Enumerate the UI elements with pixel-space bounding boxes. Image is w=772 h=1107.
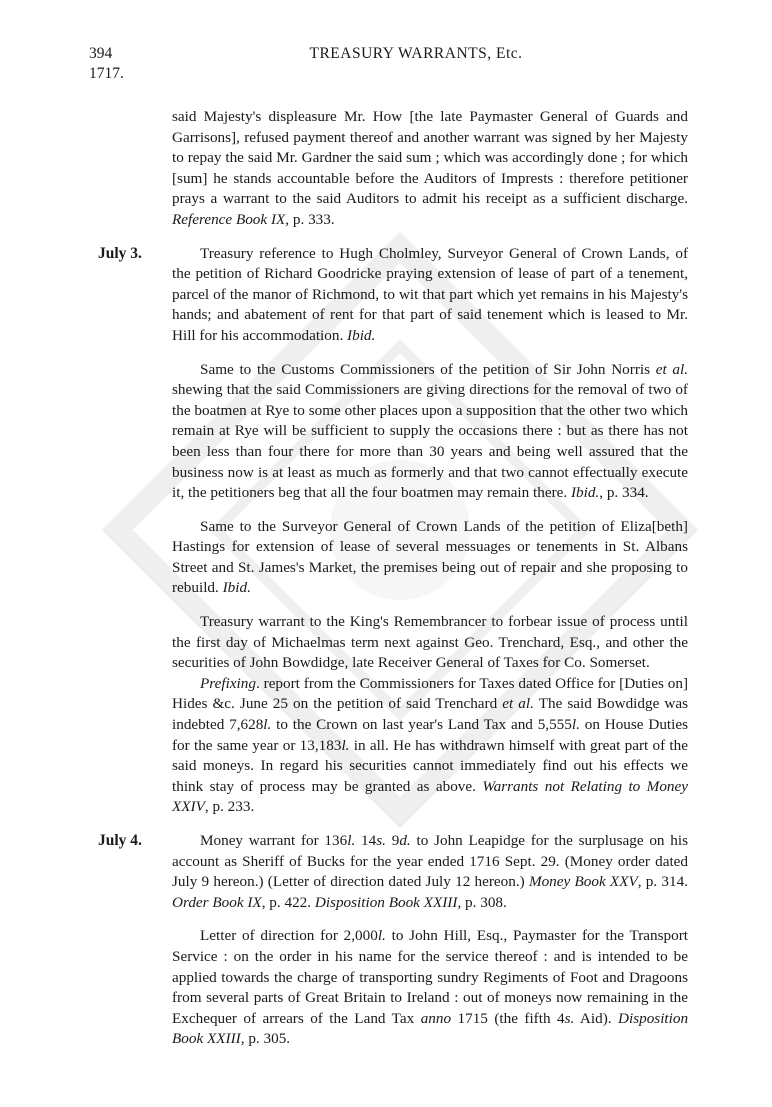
entry-text: Money warrant for 136 [200, 832, 348, 849]
entry-text: The said Bowdidge was indebted 7,628 [172, 695, 689, 734]
entry-text: 1715 (the fifth 4 [457, 1009, 565, 1027]
pound-abbrev: l. [263, 716, 272, 734]
entry-text: to John Hill, Esq., Paymaster for the Transport Service : on the order in his name for the service thereof : and is intended to be applied towards the charge of transporting sundry Regiments of Foot and Dragoons from several parts of Great Britain to Ireland : out of moneys now remaining in the Exchequer of arrears of the Land Tax [172, 927, 688, 1027]
page-number: 394 [89, 45, 113, 62]
entry-reference-page: , p. 305. [240, 1030, 291, 1048]
entry-text: 14 [361, 832, 377, 849]
pound-abbrev: l. [377, 927, 386, 945]
entry-text: Same to the Customs Commissioners of the petition of Sir John Norris [200, 360, 651, 378]
entry-hastings-petition [172, 517, 688, 599]
entry-text: Aid). [579, 1009, 612, 1027]
entry-text: to John Leapidge for the surplusage on his account as Sheriff of Bucks for the year ended 1716 Sept. 29. (Money order dated July 9 hereon.) (Letter of direction dated July 12 hereon.) [172, 832, 689, 891]
pound-abbrev: l. [347, 832, 356, 849]
entry-date: July 4. [98, 832, 142, 849]
entry-text: . report from the Commissioners for Taxes dated Office for [Duties on] Hides &c. June 25 on the petition of said Trenchard [172, 674, 688, 713]
entry-text: Treasury reference to Hugh Cholmley, Surveyor General of Crown Lands, of the petition of Richard Goodricke praying extension of lease of part of a tenement, parcel of the manor of Richmond, to wit that part which yet remains in his Majesty's hands; and abatement of rent for that part of said tenement which is leased to Mr. Hill for his accommodation. [172, 244, 688, 344]
shilling-abbrev: s. [564, 1009, 575, 1027]
entry-date: July 3. [98, 244, 142, 262]
entry-reference: Ibid. [222, 579, 251, 597]
shilling-abbrev: s. [376, 832, 386, 849]
entry-prefixing-report [172, 674, 688, 818]
entry-reference: Ibid. [570, 484, 600, 502]
entry-text: Same to the Surveyor General of Crown Lands of the petition of Eliza[beth] Hastings for extension of lease of several messuages or tenements in St. Albans Street and St. James's Market, the premises being out of repair and she proposing to rebuild. [172, 517, 688, 597]
entry-leapidge-warrant [98, 831, 689, 913]
running-title: TREASURY WARRANTS, Etc. [309, 45, 523, 62]
entry-text: shewing that the said Commissioners are giving directions for the removal of two of the boatmen at Rye to some other places upon a supposition that the other two which remain at Rye will be sufficient to supply the occasions there : but as there has not been less than four there for more than 30 years and being well assured that the business now is at least as much as formerly and that two cannot effectually execute it, the petitioners beg that all the four boatmen may remain there. [172, 381, 688, 502]
entry-text: on House Duties for the same year or 13,183 [172, 716, 689, 754]
entry-reference: Ibid. [347, 326, 376, 344]
entry-reference: Warrants not Relating to Money XXIV [172, 777, 689, 816]
entry-continuation [172, 107, 688, 231]
entry-text: Treasury warrant to the King's Remembrancer to forbear issue of process until the first day of Michaelmas term next against Geo. Trenchard, Esq., and other the securities of John Bowdidge, late Receiver General of Taxes for Co. Somerset. [172, 613, 688, 672]
entry-text: to the Crown on last year's Land Tax and 5,555 [276, 716, 572, 734]
entry-reference-page: , p. 233. [204, 798, 255, 816]
entry-reference-page: , p. 333. [285, 210, 335, 228]
entry-text: in all. He has withdrawn himself with great part of the said moneys. In regard his securities cannot immediately find out his effects we think stay of process may be granted as above. [172, 736, 688, 795]
entry-text-italic: et al. [655, 360, 688, 378]
entry-text-italic: et al. [502, 695, 534, 713]
pound-abbrev: l. [571, 716, 580, 734]
entry-reference: Disposition Book XXIII [172, 1009, 689, 1048]
entry-text-italic: anno [420, 1009, 452, 1027]
entry-remembrancer-warrant [172, 612, 688, 674]
entry-reference: Reference Book IX [172, 210, 286, 228]
entry-reference-page: , p. 422. [261, 893, 312, 911]
entry-reference: Disposition Book XXIII [314, 893, 458, 911]
entry-reference-page: , p. 308. [457, 893, 507, 911]
pence-abbrev: d. [399, 832, 411, 849]
entry-customs-petition [172, 360, 688, 504]
entry-reference-page: , p. 334. [599, 484, 649, 502]
entry-prefix: Prefixing [200, 674, 256, 692]
entry-text: 9 [391, 832, 400, 849]
entry-reference: Money Book XXV [528, 873, 638, 891]
entry-hill-direction [172, 926, 688, 1050]
pound-abbrev: l. [341, 736, 350, 754]
entry-text: said Majesty's displeasure Mr. How [the late Paymaster General of Guards and Garrisons], refused payment thereof and another warrant was signed by her Majesty to repay the said Mr. Gardner the said sum ; which was accordingly done ; for which [sum] he stands accountable before the Auditors of Imprests : therefore petitioner prays a warrant to the said Auditors to admit his receipt as a sufficient discharge. [172, 108, 688, 208]
entry-reference: Order Book IX [172, 893, 262, 911]
entry-cholmley-reference [98, 244, 688, 347]
entry-text: Letter of direction for 2,000 [200, 927, 378, 945]
margin-year: 1717. [89, 65, 124, 82]
entry-reference-page: , p. 314. [637, 873, 688, 891]
